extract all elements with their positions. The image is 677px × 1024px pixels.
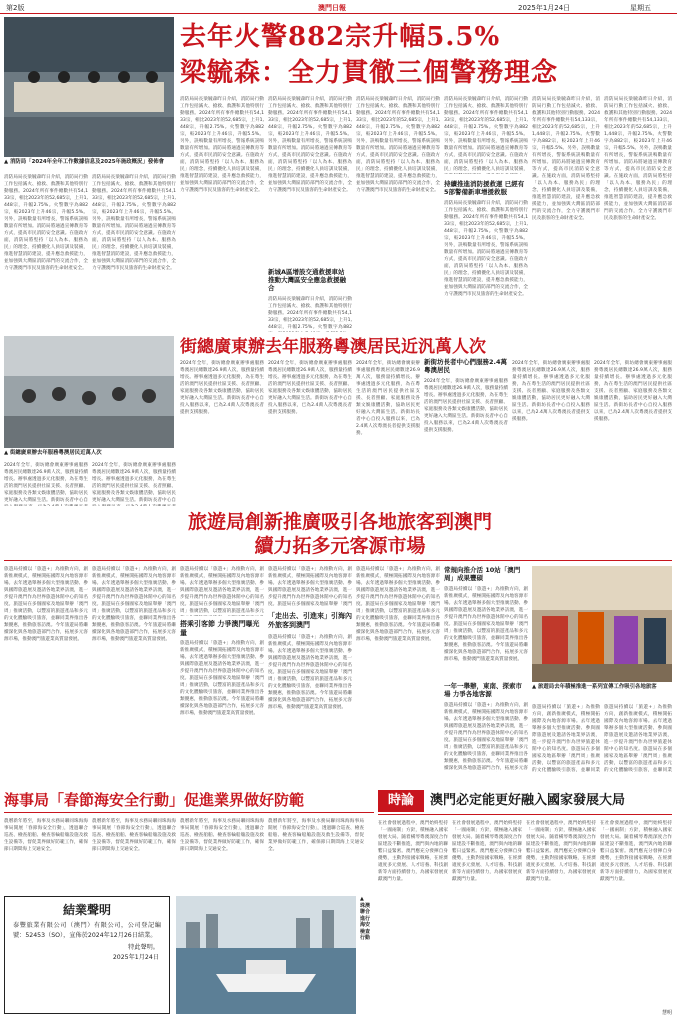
story1-body-col7: 消防局局長梁毓森昨日介紹，消防局行動工作包括滅火、搶救、救護和其他特別行動服務。2024年所有事件總數共有54,133宗，相比2023年的52,685宗，上升1,448宗，升幅2.75%。火警數字為882宗，較2023年上升46宗，升幅5.5%。另外，誤鳴數量有所增長，警報系統誤鳴數量有所增加。消防局將通過宣傳教育等方式，提高市民消防安全意識。在施政方面，消防局將堅持「以人為本、服務為民」的理念，持續優化人員培訓及裝備，推進智慧消防建設，提升應急救援能力，並加強與大灣區消防部門的交流合作，全力守護澳門市民及旅客的生命財產安全。 [532,97,600,221]
story3-body-col8: 旅遊局持續以「旅遊+」為推動方向，創新推廣模式，積極開拓國際及內地客源市場。去年透過舉辦多個大型推廣活動、參與國際旅遊展及邀請各地業界訪澳，進一步提升澳門作為世界旅遊休閒中心的知名度。旅遊局在多個國家及地區舉辦「澳門周」推廣活動，以豐富的旅遊產品和多元的文化體驗吸引旅客，並聯同業 [604,705,672,772]
story3-subhead1: 搭乘引客節 力爭澳門曝光量 [180,620,260,637]
story4-caption: ▲ 珠澳聯合進行海安檢查行動 [360,896,371,941]
story4-divider [4,812,374,813]
story3-subhead3: 常規向推介活 10站「澳門周」成果豐碩 [444,566,521,582]
notice-date: 2025年1月24日 [112,954,159,961]
commentary-body-col3: 在社會發展過程中，澳門始終堅持「一國兩制」方針，積極融入國家發展大局。隨着橫琴粵澳深度合作區建設不斷推進，澳門與內地的聯繫日益緊密。澳門應充分發揮自身優勢，主動對接國家戰略，在經濟適度多元發展、人才培養、科技創新等方面持續發力，為國家發展貢獻澳門力量。 [526,821,596,882]
story1-photo [4,17,174,157]
story3-body-col6b: 旅遊局持續以「旅遊+」為推動方向，創新推廣模式，積極開拓國際及內地客源市場。去年透過舉辦多個大型推廣活動、參與國際旅遊展及邀請各地業界訪澳，進一步提升澳門作為世界旅遊休閒中心的知名度。旅遊局在多個國家及地區舉辦「澳門周」推廣活動，以豐富的旅遊產品和多元的文化體驗吸引旅客，並聯同業界推出各類優惠，推動旅客訪澳。今年旅遊局將繼續深化與各地旅遊部門合作，拓展多元客 [444,703,528,771]
story2-body-col3: 2024年全年，街坊總會廣東辦事處服務粵澳居民總數達26.9萬人次，服務量持續增長。辦事處透過多元化服務，為在粵生活的澳門居民提供社區支援、長者照顧、家庭服務及各類文娛康體活動，協助居民更好融入大灣區生活。新街坊長者中心自投入服務以來，已為2.4萬人次粵澳長者提供支援服務。 [180,361,264,415]
press-conference-image [4,17,174,157]
story1-body-col5: 消防局局長梁毓森昨日介紹，消防局行動工作包括滅火、搶救、救護和其他特別行動服務。2024年所有事件總數共有54,133宗，相比2023年的52,685宗，上升1,448宗，升幅2.75%。火警數字為882宗，較2023年上升46宗，升幅5.5%。另外，誤鳴數量有所增長，警報系統誤鳴數量有所增加。消防局將通過宣傳教育等方式，提高市民消防安全意識。在施政方面，消防局將堅持「以人為本、服務為民」的理念，持續優化人員培訓及裝備，推進智慧消防建設，提升應急救援能力，並加強與大灣區消防部門的交流合作，全力守護澳門市民及旅客的生命財產安全。 [356,97,440,193]
story3-body-col4b: 旅遊局持續以「旅遊+」為推動方向，創新推廣模式，積極開拓國際及內地客源市場。去年透過舉辦多個大型推廣活動、參與國際旅遊展及邀請各地業界訪澳，進一步提升澳門作為世界旅遊休閒中心的知名度。旅遊局在多個國家及地區舉辦「澳門周」推廣活動，以豐富的旅遊產品和多元的文化體驗吸引旅客，並聯同業界推出各類優惠，推動旅客訪澳。今年旅遊局將繼續深化與各地旅遊部門合作，拓展多元客源市場，推動澳門旅遊業高質量發展。 [268,635,352,710]
story2-caption: ▲ 街總廣東辦去年服務粵澳居民近萬人次 [4,450,102,456]
story1-subhead1: 持續推進消防援救運 已經有5部警備新車增援救服 [444,180,525,196]
street-association-image [4,336,174,448]
story2-body-col6: 2024年全年，街坊總會廣東辦事處服務粵澳居民總數達26.9萬人次，服務量持續增長。辦事處透過多元化服務，為在粵生活的澳門居民提供社區支援、長者照顧、家庭服務及各類文娛康體活動，協助居民更好融入大灣區生活。新街坊長者中心自投入服務以來，已為2.4萬人次粵澳長者提供支援服務。 [424,379,508,433]
story3-body-col5: 旅遊局持續以「旅遊+」為推動方向，創新推廣模式，積極開拓國際及內地客源市場。去年透過舉辦多個大型推廣活動、參與國際旅遊展及邀請各地業界訪澳，進一步提升澳門作為世界旅遊休閒中心的知名度。旅遊局在多個國家及地區舉辦「澳門周」推廣活動，以豐富的旅遊產品和多元的文化體驗吸引旅客，並聯同業界推出各類優惠，推動旅客訪澳。今年旅遊局將繼續深化與各地旅遊部門合作，拓展多元客源市場，推動澳門旅遊業高質量發展。 [356,567,440,642]
story4-photo [176,896,356,1014]
story3-body-col1: 旅遊局持續以「旅遊+」為推動方向，創新推廣模式，積極開拓國際及內地客源市場。去年透過舉辦多個大型推廣活動、參與國際旅遊展及邀請各地業界訪澳，進一步提升澳門作為世界旅遊休閒中心的知名度。旅遊局在多個國家及地區舉辦「澳門周」推廣活動，以豐富的旅遊產品和多元的文化體驗吸引旅客，並聯同業界推出各類優惠，推動旅客訪澳。今年旅遊局將繼續深化與各地旅遊部門合作，拓展多元客源市場，推動澳門旅遊業高質量發展。 [4,567,88,642]
story3-title-line1: 旅遊局創新推廣吸引各地旅客到澳門 [187,511,492,533]
story3-divider [4,560,672,561]
notice-signer: 特此聲明。 [128,944,159,951]
story3-body-col3b: 旅遊局持續以「旅遊+」為推動方向，創新推廣模式，積極開拓國際及內地客源市場。去年透過舉辦多個大型推廣活動、參與國際旅遊展及邀請各地業界訪澳，進一步提升澳門作為世界旅遊休閒中心的知名度。旅遊局在多個國家及地區舉辦「澳門周」推廣活動，以豐富的旅遊產品和多元的文化體驗吸引旅客，並聯同業界推出各類優惠，推動旅客訪澳。今年旅遊局將繼續深化與各地旅遊部門合作，拓展多元客源市場，推動澳門旅遊業高質量發展。 [180,641,264,716]
story4-body-col3: 農曆新年將至，海事及水務局聯同珠海海事局開展「春節海安全行動」，透過聯合巡查、檢查船舶、檢查客輪船艙設施及救生設備等，督促業界做好防範工作，確保節日期間海上交通安全。 [180,819,264,852]
story1-title-line2: 梁毓森：全力貫徹三個警務理念 [180,58,559,88]
story1-body-col6: 消防局局長梁毓森昨日介紹，消防局行動工作包括滅火、搶救、救護和其他特別行動服務。2024年所有事件總數共有54,133宗，相比2023年的52,685宗，上升1,448宗，升幅2.75%。火警數字為882宗，較2023年上升46宗，升幅5.5%。另外，誤鳴數量有所增長，警報系統誤鳴數量有所增加。消防局將通過宣傳教育等方式，提高市民消防安全意識。在施政方面，消防局將堅持「以人為本、服務為民」的理念，持續優化人員培訓及裝備， [444,97,528,172]
story4-body-col4: 農曆新年將至，海事及水務局聯同珠海海事局開展「春節海安全行動」，透過聯合巡查、檢查船舶、檢查客輪船艙設施及救生設備等，督促業界做好防範工作，確保節日期間海上交通安全。 [268,819,364,852]
story2-body-col1: 2024年全年，街坊總會廣東辦事處服務粵澳居民總數達26.9萬人次，服務量持續增長。辦事處透過多元化服務，為在粵生活的澳門居民提供社區支援、長者照顧、家庭服務及各類文娛康體活動，協助居民更好融入大灣區生活。新街坊長者中心自 [4,463,88,503]
weekday: 星期五 [630,4,651,12]
story3-subhead4: 一年一舉辦，東南、探索市場 力爭各地客源 [444,682,522,698]
commentary-divider [378,814,672,815]
story1-body-col2: 消防局局長梁毓森昨日介紹，消防局行動工作包括滅火、搶救、救護和其他特別行動服務。2024年所有事件總數共有54,133宗，相比2023年的52,685宗，上升1,448宗，升幅2.75%。火警數字為882宗，較2023年上升46宗，升幅5.5%。另外，誤鳴數量有所增長，警報系統誤鳴數量有所增加。消防局將通過宣傳教育等方式，提高市民消防安全意識。在施政方面，消防局將堅持「以人為本、服務為民」的理念，持續優化人員培訓及裝備，推進智慧消防建設，提升應急救援能力，並加強與大灣區消防部門的交流合作，全力守護澳門市民及旅客的生命財產安全。 [92,175,176,271]
closing-notice-box [4,896,170,1014]
story2-body-col5: 2024年全年，街坊總會廣東辦事處服務粵澳居民總數達26.9萬人次，服務量持續增長。辦事處透過多元化服務，為在粵生活的澳門居民提供社區支援、長者照顧、家庭服務及各類文娛康體活動，協助居民更好融入大灣區生活。新街坊長者中心自投入服務以來，已為2.4萬人次粵澳長者提供支援服務。 [356,361,420,436]
story3-body-col7: 旅遊局持續以「旅遊+」為推動方向，創新推廣模式，積極開拓國際及內地客源市場。去年透過舉辦多個大型推廣活動、參與國際旅遊展及邀請各地業界訪澳，進一步提升澳門作為世界旅遊休閒中心的知名度。旅遊局在多個國家及地區舉辦「澳門周」推廣活動，以豐富的旅遊產品和多元的文化體驗吸引旅客，並聯同業 [532,705,600,772]
story1-body-col3: 消防局局長梁毓森昨日介紹，消防局行動工作包括滅火、搶救、救護和其他特別行動服務。2024年所有事件總數共有54,133宗，相比2023年的52,685宗，上升1,448宗，升幅2.75%。火警數字為882宗，較2023年上升46宗，升幅5.5%。另外，誤鳴數量有所增長，警報系統誤鳴數量有所增加。消防局將通過宣傳教育等方式，提高市民消防安全意識。在施政方面，消防局將堅持「以人為本、服務為民」的理念，持續優化人員培訓及裝備，推進智慧消防建設，提升應急救援能力，並加強與大灣區消防部門的交流合作，全力守護澳門市民及旅客的生命財產安全。 [180,97,264,193]
story2-photo [4,336,174,448]
issue-date: 2025年1月24日 [518,4,571,12]
tourism-promotion-image [532,566,672,682]
commentary-body-col2: 在社會發展過程中，澳門始終堅持「一國兩制」方針，積極融入國家發展大局。隨着橫琴粵澳深度合作區建設不斷推進，澳門與內地的聯繫日益緊密。澳門應充分發揮自身優勢，主動對接國家戰略，在經濟適度多元發展、人才培養、科技創新等方面持續發力，為國家發展貢獻澳門力量。 [452,821,522,882]
story1-body-col8: 消防局局長梁毓森昨日介紹，消防局行動工作包括滅火、搶救、救護和其他特別行動服務。2024年所有事件總數共有54,133宗，相比2023年的52,685宗，上升1,448宗，升幅2.75%。火警數字為882宗，較2023年上升46宗，升幅5.5%。另外，誤鳴數量有所增長，警報系統誤鳴數量有所增加。消防局將通過宣傳教育等方式，提高市民消防安全意識。在施政方面，消防局將堅持「以人為本、服務為民」的理念，持續優化人員培訓及裝備，推進智慧消防建設，提升應急救援能力，並加強與大灣區消防部門的交流合作，全力守護澳門市民及旅客的生命財產安全。 [604,97,672,221]
story2-body-col8: 2024年全年，街坊總會廣東辦事處服務粵澳居民總數達26.9萬人次，服務量持續增長。辦事處透過多元化服務，為在粵生活的澳門居民提供社區支援、長者照顧、家庭服務及各類文娛康體活動，協助居民更好融入大灣區生活。新街坊長者中心自投入服務以來，已為2.4萬人次粵澳長者提供支援服務。 [594,361,672,422]
story1-title-line1: 去年火警882宗升幅5.5% [180,22,501,52]
story2-title: 街總廣東辦去年服務粵澳居民近汎萬人次 [180,337,486,357]
story3-body-col6: 旅遊局持續以「旅遊+」為推動方向，創新推廣模式，積極開拓國際及內地客源市場。去年透過舉辦多個大型推廣活動、參與國際旅遊展及邀請各地業界訪澳，進一步提升澳門作為世界旅遊休閒中心的知名度。旅遊局在多個國家及地區舉辦「澳門周」推廣活動，以豐富的旅遊產品和多元的文化體驗吸引旅客，並聯同業界推出各類優惠，推動旅客訪澳。今年旅遊局將繼續深化與各地旅遊部門合作，拓展多元客源市場，推動澳門旅遊業高質量發展。 [444,587,528,662]
story3-photo [532,566,672,682]
story1-body-col4: 消防局局長梁毓森昨日介紹，消防局行動工作包括滅火、搶救、救護和其他特別行動服務。2024年所有事件總數共有54,133宗，相比2023年的52,685宗，上升1,448宗，升幅2.75%。火警數字為882宗，較2023年上升46宗，升幅5.5%。另外，誤鳴數量有所增長，警報系統誤鳴數量有所增加。消防局將通過宣傳教育等方式，提高市民消防安全意識。在施政方面，消防局將堅持「以人為本、服務為民」的理念，持續優化人員培訓及裝備，推進智慧消防建設，提升應急救援能力，並加強與大灣區消防部門的交流合作，全力守護澳門市民及旅客的生命財產安全。 [268,97,352,193]
maritime-patrol-image [176,896,356,1014]
story4-body-col2: 農曆新年將至，海事及水務局聯同珠海海事局開展「春節海安全行動」，透過聯合巡查、檢查船舶、檢查客輪船艙設施及救生設備等，督促業界做好防範工作，確保節日期間海上交通安全。 [92,819,176,852]
story1-body-col1: 消防局局長梁毓森昨日介紹，消防局行動工作包括滅火、搶救、救護和其他特別行動服務。2024年所有事件總數共有54,133宗，相比2023年的52,685宗，上升1,448宗，升幅2.75%。火警數字為882宗，較2023年上升46宗，升幅5.5%。另外，誤鳴數量有所增長，警報系統誤鳴數量有所增加。消防局將通過宣傳教育等方式，提高市民消防安全意識。在施政方面，消防局將堅持「以人為本、服務為民」的理念，持續優化人員培訓及裝備，推進智慧消防建設，提升應急救援能力，並加強與大灣區消防部門的交流合作，全力守護澳門市民及旅客的生命財產安全。 [4,175,88,271]
notice-body: 泰豐旅業有限公司（澳門）有限公司，公司登記編號：52453（SO），宣佈於2024年12月26日結業。 [13,922,161,939]
page-header [0,0,677,14]
commentary-body-col4: 在社會發展過程中，澳門始終堅持「一國兩制」方針，積極融入國家發展大局。隨着橫琴粵澳深度合作區建設不斷推進，澳門與內地的聯繫日益緊密。澳門應充分發揮自身優勢，主動對接國家戰略，在經濟適度多元發展、人才培養、科技創新等方面持續發力，為國家發展貢獻澳門力量。 [600,821,672,882]
story3-body-col4: 旅遊局持續以「旅遊+」為推動方向，創新推廣模式，積極開拓國際及內地客源市場。去年透過舉辦多個大型推廣活動、參與國際旅遊展及邀請各地業界訪澳，進一步提升澳門作為世界旅遊休閒中心的知名度。旅遊局在多個國家及地區舉辦「澳門 [268,567,352,606]
story3-body-col2: 旅遊局持續以「旅遊+」為推動方向，創新推廣模式，積極開拓國際及內地客源市場。去年透過舉辦多個大型推廣活動、參與國際旅遊展及邀請各地業界訪澳，進一步提升澳門作為世界旅遊休閒中心的知名度。旅遊局在多個國家及地區舉辦「澳門周」推廣活動，以豐富的旅遊產品和多元的文化體驗吸引旅客，並聯同業界推出各類優惠，推動旅客訪澳。今年旅遊局將繼續深化與各地旅遊部門合作，拓展多元客源市場，推動澳門旅遊業高質量發展。 [92,567,176,642]
story4-body-col1: 農曆新年將至，海事及水務局聯同珠海海事局開展「春節海安全行動」，透過聯合巡查、檢查船舶、檢查客輪船艙設施及救生設備等，督促業界做好防範工作，確保節日期間海上交通安全。 [4,819,88,852]
story2-body-col2: 2024年全年，街坊總會廣東辦事處服務粵澳居民總數達26.9萬人次，服務量持續增長。辦事處透過多元化服務，為在粵生活的澳門居民提供社區支援、長者照顧、家庭服務及各類文娛康體活動，協助居民更好融入大灣區生活。新街坊長者中心自 [92,463,176,503]
commentary-title: 澳門必定能更好融入國家發展大局 [430,793,626,808]
story4-title: 海事局「春節海安全行動」促進業界做好防範 [4,791,305,809]
story3-caption: ▲ 旅遊局去年積極推進一系列宣傳工作吸引各地旅客 [532,684,657,690]
paper-name: 澳門日報 [318,4,346,12]
story3-title-line2: 續力拓多元客源市場 [254,535,426,557]
story1-caption: ▲ 消防局「2024年全年工作數據信息及2025年施政概況」發佈會 [4,159,165,165]
story3-subhead2: 「走出去、引進來」引海內外旅客到澳門 [268,612,352,629]
story2-body-col7: 2024年全年，街坊總會廣東辦事處服務粵澳居民總數達26.9萬人次，服務量持續增長。辦事處透過多元化服務，為在粵生活的澳門居民提供社區支援、長者照顧、家庭服務及各類文娛康體活動，協助居民更好融入大灣區生活。新街坊長者中心自投入服務以來，已為2.4萬人次粵澳長者提供支援服務。 [512,361,590,422]
story2-body-col4: 2024年全年，街坊總會廣東辦事處服務粵澳居民總數達26.9萬人次，服務量持續增長。辦事處透過多元化服務，為在粵生活的澳門居民提供社區支援、長者照顧、家庭服務及各類文娛康體活動，協助居民更好融入大灣區生活。新街坊長者中心自投入服務以來，已為2.4萬人次粵澳長者提供支援服務。 [268,361,352,415]
commentary-body-col1: 在社會發展過程中，澳門始終堅持「一國兩制」方針，積極融入國家發展大局。隨着橫琴粵澳深度合作區建設不斷推進，澳門與內地的聯繫日益緊密。澳門應充分發揮自身優勢，主動對接國家戰略，在經濟適度多元發展、人才培養、科技創新等方面持續發力，為國家發展貢獻澳門力量。 [378,821,448,882]
story2-subhead: 新街坊長者中心們服務2.4萬粵澳居民 [424,358,508,374]
commentary-tag: 時論 [378,790,424,812]
commentary-author: 慧明 [661,1010,672,1016]
story1-body-col6b: 消防局局長梁毓森昨日介紹，消防局行動工作包括滅火、搶救、救護和其他特別行動服務。2024年所有事件總數共有54,133宗，相比2023年的52,685宗，上升1,448宗，升幅2.75%。火警數字為882宗，較2023年上升46宗，升幅5.5%。另外，誤鳴數量有所增長，警報系統誤鳴數量有所增加。消防局將通過宣傳教育等方式，提高市民消防安全意識。在施政方面，消防局將堅持「以人為本、服務為民」的理念，持續優化人員培訓及裝備，推進智慧消防建設，提升應急救援能力，並加強與大灣區消防部門的交流合作，全力守護澳門市民及旅客的生命財產安全。 [444,201,528,297]
page-number: 第2版 [6,4,25,12]
story1-body-col4b: 消防局局長梁毓森昨日介紹，消防局行動工作包括滅火、搶救、救護和其他特別行動服務。2024年所有事件總數共有54,133宗，相比2023年的52,685宗，上升1,448宗，升幅2.75%。火警數字為882 [268,297,352,330]
story3-body-col3: 旅遊局持續以「旅遊+」為推動方向，創新推廣模式，積極開拓國際及內地客源市場。去年透過舉辦多個大型推廣活動、參與國際旅遊展及邀請各地業界訪澳，進一步提升澳門作為世界旅遊休閒中心的知名度。旅遊局在多個國家及地區舉辦「澳門周」推廣活動，以豐富的旅遊產品和多元 [180,567,264,614]
story1-subhead2: 新城A區增設交通救援車站 推動大灣區安全應急救援融合 [268,268,346,292]
notice-title: 結業聲明 [62,903,111,917]
